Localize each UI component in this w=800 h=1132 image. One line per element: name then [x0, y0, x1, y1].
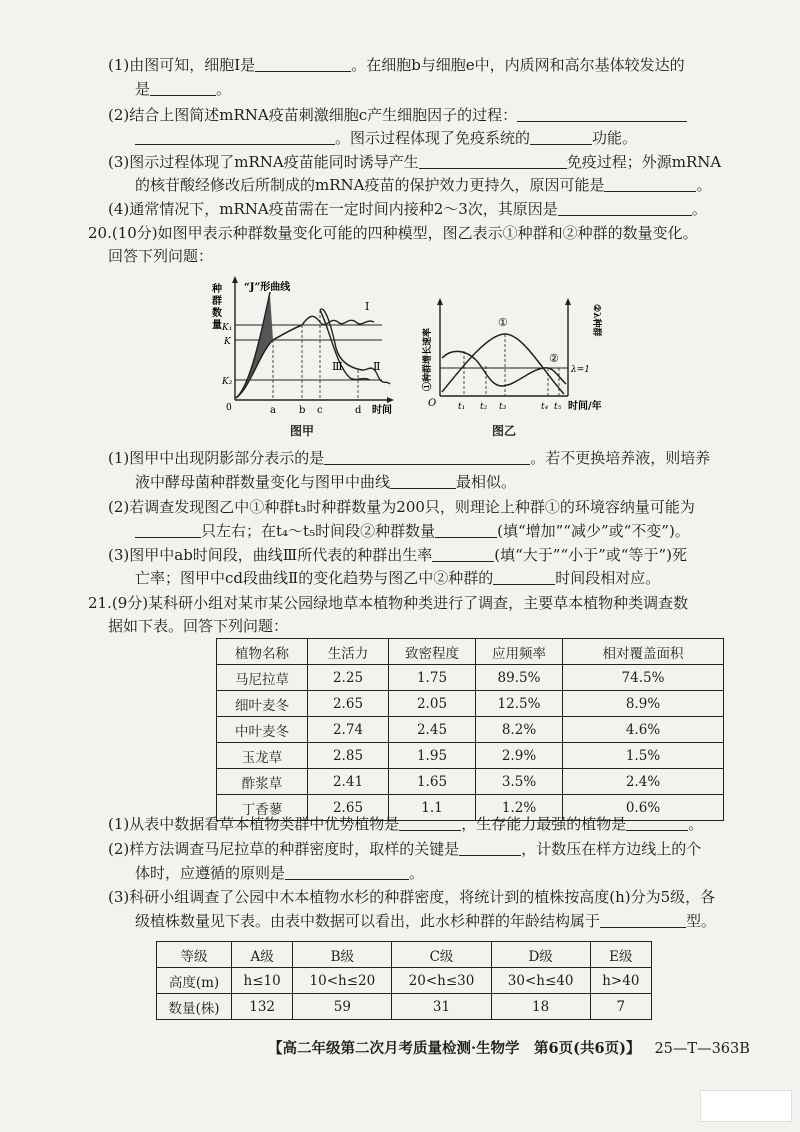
fig2-xtick-t2: t₂	[480, 402, 488, 412]
fig1-curve-III: Ⅲ	[332, 360, 343, 373]
fig1-ylabel-3: 数	[212, 308, 222, 319]
table-cell: 2.85	[308, 743, 389, 769]
q19-part2-cont: 。图示过程体现了免疫系统的 功能。	[135, 127, 637, 149]
table-cell: 1.1	[389, 795, 476, 821]
table-cell: h>40	[590, 968, 651, 994]
figure-yi-svg	[418, 296, 603, 421]
table-header-row	[217, 639, 724, 665]
table-cell: 59	[293, 994, 392, 1020]
table-cell: 2.9%	[476, 743, 563, 769]
fig1-j-label: “J”形曲线	[244, 282, 291, 293]
table-cell: 2.41	[308, 769, 389, 795]
fig2-marker-2: ②	[549, 352, 559, 365]
table-cell: 4.6%	[563, 717, 724, 743]
q19-part3: (3)图示过程体现了mRNA疫苗能同时诱导产生 免疫过程；外源mRNA	[108, 153, 722, 171]
fig1-curve-II: Ⅱ	[373, 360, 381, 373]
fig1-curve-I: Ⅰ	[365, 300, 370, 313]
table-cell: C级	[392, 942, 491, 968]
fig1-xtick-b: b	[299, 405, 306, 416]
page-footer	[268, 1037, 750, 1058]
table-cell: 2.65	[308, 691, 389, 717]
q20-part1: (1)图甲中出现阴影部分表示的是 。若不更换培养液，则培养	[108, 449, 711, 467]
q20-part3: (3)图甲中ab时间段，曲线Ⅲ所代表的种群出生率 (填“大于”“小于”或“等于”)死	[108, 546, 687, 564]
table-cell: 2.05	[389, 691, 476, 717]
fig1-origin: 0	[226, 403, 232, 413]
fig2-xtick-t1: t₁	[458, 402, 466, 412]
q19-part4: (4)通常情况下，mRNA疫苗需在一定时间内接种2～3次，其原因是 。	[108, 200, 707, 218]
table-cell: B级	[293, 942, 392, 968]
q20-part1-cont: 液中酵母菌种群数量变化与图甲中曲线 最相似。	[135, 473, 517, 491]
fig1-xlabel: 时间	[372, 405, 392, 416]
table-cell: 3.5%	[476, 769, 563, 795]
fig2-origin: O	[428, 398, 437, 409]
table-cell: 2.65	[308, 795, 389, 821]
fig2-marker-1: ①	[498, 316, 508, 329]
table-cell: 酢浆草	[217, 769, 308, 795]
height-grade-table	[156, 941, 652, 1020]
q21-part1: (1)从表中数据看草本植物类群中优势植物是 ，生存能力最强的植物是 。	[108, 815, 704, 833]
plant-survey-table	[216, 638, 724, 821]
fig2-ylabel-left: ①种群增长速率	[423, 327, 433, 391]
fig1-ylabel-1: 种	[212, 284, 222, 295]
table-cell: 1.5%	[563, 743, 724, 769]
q20-part2: (2)若调查发现图乙中①种群t₃时种群数量为200只，则理论上种群①的环境容纳量可能为	[108, 498, 695, 516]
table-cell: 1.2%	[476, 795, 563, 821]
table-cell: 8.2%	[476, 717, 563, 743]
table-header-cell: 相对覆盖面积	[563, 639, 724, 665]
figure-yi	[418, 296, 603, 421]
q21-part2-cont: 体时，应遵循的原则是 。	[135, 864, 425, 882]
table-cell: 玉龙草	[217, 743, 308, 769]
table-cell: 1.95	[389, 743, 476, 769]
table-cell: 高度(m)	[157, 968, 232, 994]
table-cell: E级	[590, 942, 651, 968]
table-cell: 132	[232, 994, 293, 1020]
table-cell: 18	[491, 994, 590, 1020]
table-cell: 2.45	[389, 717, 476, 743]
q19-part2: (2)结合上图简述mRNA疫苗刺激细胞c产生细胞因子的过程：	[108, 104, 687, 126]
figure-jia	[210, 270, 410, 420]
table-cell: 12.5%	[476, 691, 563, 717]
table-cell: 30<h≤40	[491, 968, 590, 994]
table-row	[217, 743, 724, 769]
fig1-ylabel-2: 群	[212, 296, 222, 307]
figure-jia-svg	[210, 270, 410, 420]
table-cell: 细叶麦冬	[217, 691, 308, 717]
q19-part1-cont: 是 。	[135, 80, 232, 98]
q19-part1: (1)由图可知，细胞Ⅰ是 。在细胞b与细胞e中，内质网和高尔基体较发达的	[108, 56, 685, 74]
table-header-cell: 致密程度	[389, 639, 476, 665]
table-cell: 74.5%	[563, 665, 724, 691]
q21-part3-cont: 级植株数量见下表。由表中数据可以看出，此水杉种群的年龄结构属于 型。	[135, 912, 717, 930]
table-header-cell: 植物名称	[217, 639, 308, 665]
fig2-xtick-t3: t₃	[499, 402, 507, 412]
table-cell: A级	[232, 942, 293, 968]
q20-intro-cont: 回答下列问题：	[108, 247, 214, 265]
q21-part2: (2)样方法调查马尼拉草的种群密度时，取样的关键是 ，计数压在样方边线上的个	[108, 840, 702, 858]
q21-intro-cont: 据如下表。回答下列问题：	[108, 617, 289, 635]
q20-part2-cont: 只左右；在t₄～t₅时间段②种群数量 (填“增加”“减少”或“不变”)。	[135, 520, 690, 542]
footer-code: 25—T—363B	[654, 1041, 750, 1057]
fig1-xtick-a: a	[270, 405, 276, 416]
table-cell: 等级	[157, 942, 232, 968]
table-cell: 20<h≤30	[392, 968, 491, 994]
fig1-k1: K₁	[222, 323, 233, 333]
table-cell: 1.75	[389, 665, 476, 691]
table-cell: 2.25	[308, 665, 389, 691]
table-cell: 10<h≤20	[293, 968, 392, 994]
table-row	[157, 968, 652, 994]
scanner-watermark	[700, 1090, 792, 1122]
table-cell: 0.6%	[563, 795, 724, 821]
table-row	[217, 717, 724, 743]
fig1-xtick-c: c	[317, 405, 323, 416]
table-cell: 2.74	[308, 717, 389, 743]
figure-yi-caption: 图乙	[492, 424, 517, 438]
fig2-xtick-t4: t₄	[541, 402, 549, 412]
table-cell: 8.9%	[563, 691, 724, 717]
footer-title: 【高二年级第二次月考质量检测·生物学 第6页(共6页)】	[268, 1040, 641, 1057]
table-cell: 1.65	[389, 769, 476, 795]
table-cell: 89.5%	[476, 665, 563, 691]
table-cell: 丁香蓼	[217, 795, 308, 821]
fig1-ylabel-4: 量	[212, 320, 222, 331]
table-cell: D级	[491, 942, 590, 968]
table-header-cell: 生活力	[308, 639, 389, 665]
fig2-lambda: λ=1	[571, 365, 590, 375]
q20-part3-cont: 亡率；图甲中cd段曲线Ⅱ的变化趋势与图乙中②种群的 时间段相对应。	[135, 569, 661, 587]
q20-intro: 20.(10分)如图甲表示种群数量变化可能的四种模型，图乙表示①种群和②种群的数量变化。	[88, 224, 698, 242]
table-row	[217, 769, 724, 795]
fig2-xtick-t5: t₅	[554, 402, 562, 412]
q21-part3: (3)科研小组调查了公园中木本植物水杉的种群密度，将统计到的植株按高度(h)分为5级，各	[108, 888, 716, 906]
fig1-xtick-d: d	[355, 405, 362, 416]
table-cell: 马尼拉草	[217, 665, 308, 691]
figure-jia-caption: 图甲	[290, 424, 315, 438]
table-cell: 2.4%	[563, 769, 724, 795]
fig2-ylabel-right: ②λ种群	[591, 304, 601, 337]
fig1-k: K	[224, 337, 231, 347]
fig1-k2: K₂	[222, 377, 233, 387]
q19-part3-cont: 的核苷酸经修改后所制成的mRNA疫苗的保护效力更持久，原因可能是 。	[135, 176, 712, 194]
table-cell: 数量(株)	[157, 994, 232, 1020]
table-cell: 31	[392, 994, 491, 1020]
table-row	[157, 942, 652, 968]
table-row	[217, 691, 724, 717]
table-cell: 中叶麦冬	[217, 717, 308, 743]
table-cell: 7	[590, 994, 651, 1020]
q21-intro: 21.(9分)某科研小组对某市某公园绿地草本植物种类进行了调查，主要草本植物种类调查数	[88, 594, 689, 612]
table-row	[217, 665, 724, 691]
table-cell: h≤10	[232, 968, 293, 994]
fig2-xlabel: 时间/年	[568, 401, 602, 412]
table-row	[157, 994, 652, 1020]
table-header-cell: 应用频率	[476, 639, 563, 665]
